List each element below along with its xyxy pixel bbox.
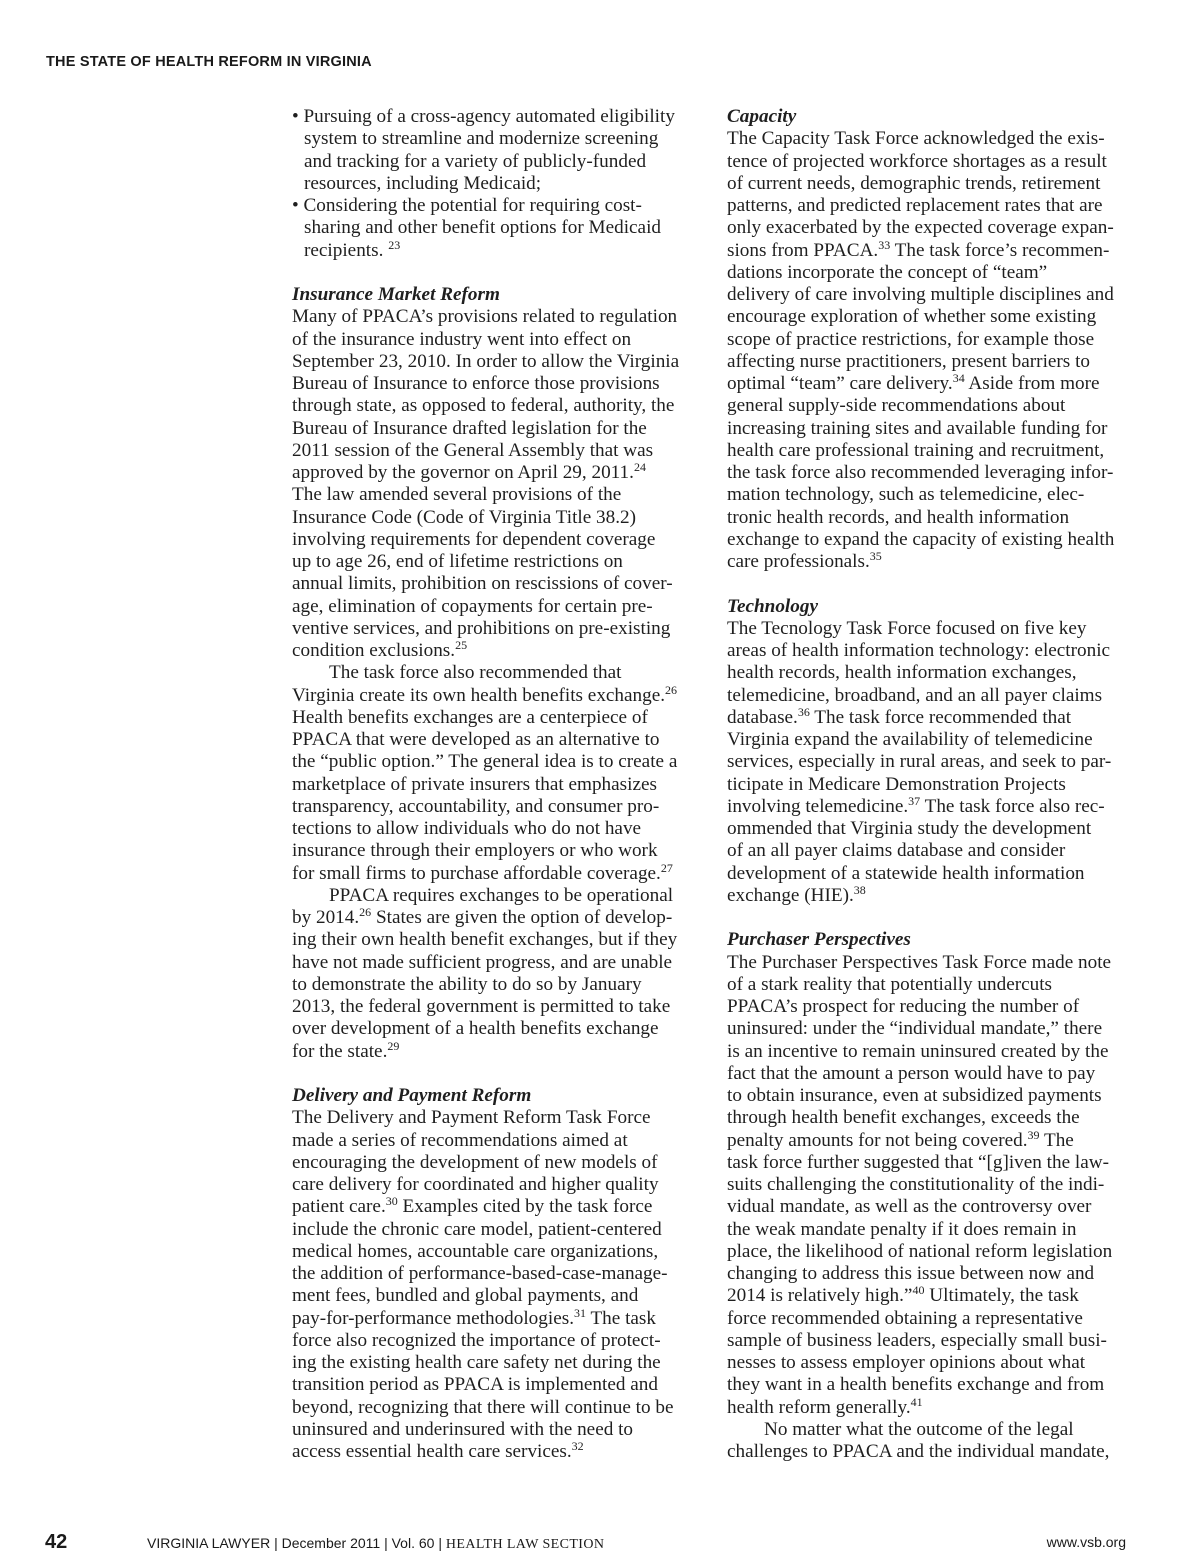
text-line: [292, 1174, 690, 1196]
line-text: system to streamline and modernize screening: [304, 128, 659, 150]
page-number: 42: [45, 1531, 68, 1553]
line-text: PPACA’s prospect for reducing the number of: [727, 996, 1080, 1017]
line-text: changing to address this issue between now and: [727, 1263, 1095, 1284]
section-name: HEALTH LAW SECTION: [445, 1537, 605, 1552]
text-line: [292, 173, 690, 195]
text-line: [292, 106, 690, 128]
line-text: over development of a health benefits exchange: [292, 1018, 659, 1040]
footnote-ref: 26: [359, 905, 372, 919]
magazine-name: VIRGINIA LAWYER: [147, 1535, 271, 1551]
line-text: Technology: [727, 595, 818, 617]
text-line: [292, 462, 690, 484]
footnote-ref: 35: [869, 549, 882, 563]
text-line: [292, 373, 690, 395]
line-text: suits challenging the constitutionality of the indi-: [727, 1174, 1105, 1195]
line-text: The task force also rec-: [920, 795, 1105, 817]
line-text: the task force also recommended leveraging infor-: [727, 462, 1114, 483]
text-line: [727, 974, 1127, 996]
text-line: [292, 860, 690, 885]
line-text: challenges to PPACA and the individual mandate,: [727, 1441, 1110, 1462]
text-line: [727, 662, 1127, 684]
text-line: [727, 1196, 1127, 1218]
line-text: Virginia create its own health benefits exchange.: [292, 684, 666, 706]
text-line: [727, 1041, 1127, 1063]
line-text: ventive services, and prohibitions on pre-existing: [292, 617, 671, 639]
line-text: The: [1039, 1129, 1074, 1151]
footnote-ref: 25: [455, 638, 468, 652]
line-text: Many of PPACA’s provisions related to regulation: [292, 306, 678, 328]
text-line: [292, 707, 690, 729]
text-line: [727, 440, 1127, 462]
line-text: health reform generally.: [727, 1396, 911, 1418]
line-text: The Capacity Task Force acknowledged the exis-: [727, 128, 1105, 150]
text-line: [727, 1419, 1127, 1441]
line-text: Insurance Market Reform: [292, 284, 500, 305]
text-line: [292, 329, 690, 351]
line-text: ommended that Virginia study the development: [727, 818, 1092, 839]
line-text: Examples cited by the task force: [397, 1196, 653, 1218]
text-line: [292, 1374, 690, 1396]
line-text: have not made sufficient progress, and are unable: [292, 951, 673, 973]
line-text: fact that the amount a person would have to pay: [727, 1062, 1096, 1084]
text-line: [292, 682, 690, 707]
text-line: [292, 1241, 690, 1263]
text-line: [292, 418, 690, 440]
paragraph-gap: [292, 262, 690, 284]
text-line: [292, 529, 690, 551]
line-text: 2013, the federal government is permitted to take: [292, 996, 671, 1017]
line-text: Insurance Code (Code of Virginia Title 38.2): [292, 506, 637, 528]
text-line: [292, 151, 690, 173]
section-heading: [727, 596, 1127, 618]
text-line: [727, 751, 1127, 773]
line-text: Purchaser Perspectives: [727, 929, 911, 951]
text-line: [727, 1394, 1127, 1419]
text-line: [292, 195, 690, 217]
text-line: [727, 484, 1127, 506]
text-line: [727, 237, 1127, 262]
line-text: transparency, accountability, and consumer pro-: [292, 795, 660, 817]
line-text: ing their own health benefit exchanges, but if they: [292, 929, 678, 951]
footnote-ref: 31: [574, 1305, 586, 1320]
line-text: uninsured and underinsured with the need to: [292, 1418, 634, 1440]
footer-separator: |: [274, 1535, 278, 1551]
line-text: Health benefits exchanges are a centerpiece of: [292, 706, 648, 728]
text-line: [727, 1085, 1127, 1107]
line-text: uninsured: under the “individual mandate,” there: [727, 1018, 1103, 1040]
line-text: • Considering the potential for requiring cost-: [292, 195, 642, 216]
paragraph-gap: [727, 907, 1127, 929]
line-text: approved by the governor on April 29, 2011.: [292, 462, 634, 483]
line-text: of the insurance industry went into effect on: [292, 328, 632, 350]
line-text: sions from PPACA.: [727, 239, 879, 261]
text-line: [727, 704, 1127, 729]
text-line: [292, 237, 690, 262]
line-text: health care professional training and recruitment,: [727, 439, 1105, 461]
line-text: The task force also recommended that: [329, 662, 622, 684]
line-text: tections to allow individuals who do not have: [292, 818, 642, 839]
volume: Vol. 60: [391, 1535, 435, 1551]
text-line: [292, 1305, 690, 1330]
footnote-ref: 41: [910, 1394, 923, 1409]
line-text: involving telemedicine.: [727, 795, 909, 817]
footnote-ref: 27: [660, 860, 673, 875]
text-line: [292, 885, 690, 907]
line-text: age, elimination of copayments for certain pre-: [292, 595, 653, 617]
line-text: include the chronic care model, patient-centered: [292, 1218, 662, 1240]
section-heading: [727, 106, 1127, 128]
line-text: the addition of performance-based-case-manage-: [292, 1263, 668, 1284]
line-text: and tracking for a variety of publicly-funded: [304, 150, 647, 172]
line-text: Aside from more: [964, 373, 1100, 394]
line-text: Ultimately, the task: [924, 1285, 1079, 1307]
text-line: [292, 662, 690, 684]
footnote-ref: 23: [388, 237, 401, 252]
line-text: The task force recommended that: [809, 706, 1072, 728]
text-line: [727, 1308, 1127, 1330]
left-column: [292, 106, 690, 1463]
line-text: beyond, recognizing that there will continue to be: [292, 1396, 674, 1418]
text-line: [292, 128, 690, 150]
text-line: [292, 573, 690, 595]
line-text: through health benefit exchanges, exceeds the: [727, 1107, 1080, 1129]
line-text: of a stark reality that potentially undercuts: [727, 973, 1053, 995]
text-line: [727, 882, 1127, 907]
line-text: for small firms to purchase affordable coverage.: [292, 862, 661, 884]
section-heading: [727, 929, 1127, 951]
line-text: insurance through their employers or who work: [292, 840, 658, 862]
right-column: [727, 106, 1127, 1463]
line-text: PPACA that were developed as an alternative to: [292, 729, 660, 750]
footer-publication: [147, 1535, 604, 1553]
running-head: THE STATE OF HEALTH REFORM IN VIRGINIA: [46, 54, 372, 70]
line-text: No matter what the outcome of the legal: [764, 1418, 1074, 1440]
text-line: [292, 440, 690, 462]
line-text: The law amended several provisions of the: [292, 484, 622, 506]
text-line: [292, 1441, 690, 1463]
text-line: [292, 818, 690, 840]
text-line: [292, 840, 690, 862]
text-line: [727, 640, 1127, 662]
line-text: affecting nurse practitioners, present barriers to: [727, 350, 1090, 372]
line-text: States are given the option of develop-: [371, 907, 673, 928]
text-line: [292, 1038, 690, 1063]
text-line: [727, 329, 1127, 351]
line-text: 2014 is relatively high.”: [727, 1285, 913, 1307]
text-line: [727, 351, 1127, 373]
text-line: [292, 395, 690, 417]
line-text: only exacerbated by the expected coverage expan-: [727, 217, 1114, 239]
line-text: of current needs, demographic trends, retirement: [727, 172, 1101, 194]
line-text: September 23, 2010. In order to allow the Virginia: [292, 350, 680, 372]
text-line: [292, 929, 690, 951]
footnote-ref: 30: [385, 1194, 398, 1209]
line-text: condition exclusions.: [292, 640, 456, 661]
line-text: services, especially in rural areas, and seek to par-: [727, 751, 1112, 773]
text-line: [727, 1219, 1127, 1241]
line-text: areas of health information technology: electronic: [727, 640, 1111, 661]
text-line: [727, 1285, 1127, 1307]
line-text: 2011 session of the General Assembly that was: [292, 439, 654, 461]
text-line: [727, 685, 1127, 707]
text-line: [292, 1107, 690, 1129]
line-text: place, the likelihood of national reform legislation: [727, 1240, 1113, 1262]
line-text: PPACA requires exchanges to be operational: [329, 884, 674, 906]
line-text: for the state.: [292, 1040, 388, 1062]
line-text: by 2014.: [292, 907, 360, 928]
line-text: ing the existing health care safety net during the: [292, 1352, 661, 1373]
line-text: care professionals.: [727, 551, 870, 572]
line-text: of an all payer claims database and consider: [727, 840, 1066, 862]
line-text: nesses to assess employer opinions about what: [727, 1352, 1086, 1373]
line-text: tronic health records, and health information: [727, 506, 1070, 528]
line-text: recipients.: [304, 239, 389, 261]
line-text: • Pursuing of a cross-agency automated eligibility: [292, 106, 675, 127]
line-text: exchange (HIE).: [727, 884, 854, 906]
line-text: sample of business leaders, especially small busi-: [727, 1329, 1107, 1351]
line-text: The Delivery and Payment Reform Task Force: [292, 1107, 651, 1129]
line-text: sharing and other benefit options for Medicaid: [304, 217, 662, 239]
line-text: delivery of care involving multiple disciplines and: [727, 284, 1114, 305]
text-line: [292, 1397, 690, 1419]
text-line: [292, 907, 690, 929]
text-line: [292, 1285, 690, 1307]
line-text: exchange to expand the capacity of existing health: [727, 528, 1115, 550]
text-line: [727, 1152, 1127, 1174]
line-text: scope of practice restrictions, for example those: [727, 328, 1095, 350]
text-line: [727, 818, 1127, 840]
text-line: [727, 128, 1127, 150]
footnote-ref: 24: [633, 460, 646, 474]
footnote-ref: 40: [912, 1283, 925, 1298]
paragraph-gap: [727, 573, 1127, 595]
text-line: [727, 952, 1127, 974]
line-text: encourage exploration of whether some existing: [727, 306, 1097, 328]
line-text: vidual mandate, as well as the controversy over: [727, 1196, 1092, 1218]
footer-separator: |: [384, 1535, 388, 1551]
line-text: general supply-side recommendations about: [727, 395, 1066, 417]
line-text: to demonstrate the ability to do so by January: [292, 973, 642, 995]
footnote-ref: 33: [878, 237, 891, 252]
line-text: Delivery and Payment Reform: [292, 1085, 532, 1106]
text-line: [292, 351, 690, 373]
text-line: [727, 217, 1127, 239]
line-text: database.: [727, 706, 798, 728]
text-line: [292, 1152, 690, 1174]
footnote-ref: 26: [665, 682, 678, 697]
text-line: [727, 173, 1127, 195]
issue-date: December 2011: [281, 1535, 381, 1551]
line-text: made a series of recommendations aimed at: [292, 1129, 628, 1151]
footnote-ref: 34: [952, 371, 965, 385]
text-line: [292, 217, 690, 239]
footnote-ref: 36: [797, 704, 810, 719]
line-text: mation technology, such as telemedicine, elec-: [727, 484, 1085, 506]
line-text: access essential health care services.: [292, 1441, 572, 1462]
line-text: The Tecnology Task Force focused on five key: [727, 617, 1087, 639]
text-line: [727, 507, 1127, 529]
text-line: [727, 1107, 1127, 1129]
text-line: [727, 1018, 1127, 1040]
line-text: optimal “team” care delivery.: [727, 373, 953, 394]
website: www.vsb.org: [1046, 1534, 1126, 1550]
section-heading: [292, 284, 690, 306]
footnote-ref: 37: [908, 793, 921, 808]
text-line: [292, 774, 690, 796]
text-line: [727, 863, 1127, 885]
text-line: [727, 551, 1127, 573]
line-text: ment fees, bundled and global payments, and: [292, 1285, 639, 1307]
text-line: [292, 1018, 690, 1040]
text-line: [727, 262, 1127, 284]
line-text: dations incorporate the concept of “team”: [727, 261, 1048, 283]
line-text: involving requirements for dependent coverage: [292, 528, 656, 550]
line-text: to obtain insurance, even at subsidized payments: [727, 1085, 1102, 1106]
line-text: task force further suggested that “[g]iven the law-: [727, 1151, 1109, 1173]
text-line: [727, 373, 1127, 395]
line-text: medical homes, accountable care organizations,: [292, 1240, 659, 1262]
text-line: [292, 996, 690, 1018]
text-line: [727, 1330, 1127, 1352]
line-text: they want in a health benefits exchange and from: [727, 1374, 1105, 1396]
line-text: telemedicine, broadband, and an all payer claims: [727, 684, 1103, 706]
line-text: The task force’s recommen-: [890, 239, 1110, 261]
text-line: [292, 1130, 690, 1152]
text-line: [292, 306, 690, 328]
line-text: ticipate in Medicare Demonstration Projects: [727, 773, 1066, 795]
text-line: [727, 1352, 1127, 1374]
line-text: up to age 26, end of lifetime restrictions on: [292, 551, 623, 572]
text-line: [292, 1330, 690, 1352]
text-line: [292, 1196, 690, 1218]
line-text: tence of projected workforce shortages as a result: [727, 150, 1107, 172]
text-line: [727, 1441, 1127, 1463]
text-line: [292, 618, 690, 640]
text-line: [727, 395, 1127, 417]
text-line: [292, 507, 690, 529]
section-heading: [292, 1085, 690, 1107]
text-line: [727, 151, 1127, 173]
text-line: [292, 729, 690, 751]
line-text: Bureau of Insurance to enforce those provisions: [292, 373, 660, 394]
line-text: is an incentive to remain uninsured created by the: [727, 1040, 1109, 1062]
line-text: the “public option.” The general idea is to create a: [292, 751, 678, 773]
line-text: Capacity: [727, 106, 797, 127]
line-text: care delivery for coordinated and higher quality: [292, 1174, 659, 1195]
text-line: [727, 306, 1127, 328]
text-line: [727, 1263, 1127, 1285]
text-line: [292, 1219, 690, 1241]
line-text: resources, including Medicaid;: [304, 172, 542, 194]
text-line: [292, 974, 690, 996]
text-line: [292, 1263, 690, 1285]
text-line: [727, 996, 1127, 1018]
footnote-ref: 38: [853, 882, 866, 897]
text-line: [727, 840, 1127, 862]
text-line: [292, 1419, 690, 1441]
line-text: penalty amounts for not being covered.: [727, 1129, 1028, 1151]
text-line: [727, 1063, 1127, 1085]
line-text: encouraging the development of new models of: [292, 1151, 658, 1173]
line-text: health records, health information exchanges,: [727, 662, 1077, 684]
text-line: [727, 195, 1127, 217]
text-line: [727, 618, 1127, 640]
text-line: [727, 418, 1127, 440]
text-line: [727, 462, 1127, 484]
text-line: [292, 640, 690, 662]
line-text: development of a statewide health information: [727, 862, 1085, 884]
paragraph-gap: [292, 1063, 690, 1085]
text-line: [727, 1241, 1127, 1263]
footer-separator: |: [438, 1535, 442, 1551]
text-line: [727, 729, 1127, 751]
footnote-ref: 39: [1027, 1127, 1040, 1142]
text-line: [727, 793, 1127, 818]
line-text: Bureau of Insurance drafted legislation for the: [292, 417, 647, 439]
line-text: force recommended obtaining a representative: [727, 1307, 1083, 1329]
text-line: [292, 596, 690, 618]
text-line: [292, 952, 690, 974]
text-line: [727, 284, 1127, 306]
line-text: through state, as opposed to federal, authority, the: [292, 395, 675, 417]
text-line: [292, 1352, 690, 1374]
text-line: [727, 1374, 1127, 1396]
footnote-ref: 32: [571, 1439, 584, 1453]
line-text: patient care.: [292, 1196, 386, 1218]
line-text: transition period as PPACA is implemented and: [292, 1374, 658, 1396]
text-line: [727, 1127, 1127, 1152]
footnote-ref: 29: [387, 1038, 400, 1053]
line-text: force also recognized the importance of protect-: [292, 1329, 661, 1351]
text-line: [292, 484, 690, 506]
text-line: [292, 551, 690, 573]
line-text: pay-for-performance methodologies.: [292, 1307, 574, 1329]
line-text: Virginia expand the availability of telemedicine: [727, 729, 1093, 750]
text-line: [292, 751, 690, 773]
line-text: The task: [586, 1307, 656, 1329]
line-text: The Purchaser Perspectives Task Force made note: [727, 951, 1112, 973]
line-text: the weak mandate penalty if it does remain in: [727, 1218, 1077, 1240]
line-text: annual limits, prohibition on rescissions of cover-: [292, 573, 673, 595]
text-line: [727, 774, 1127, 796]
line-text: increasing training sites and available funding for: [727, 417, 1108, 439]
text-line: [727, 1174, 1127, 1196]
line-text: patterns, and predicted replacement rates that are: [727, 195, 1103, 216]
line-text: marketplace of private insurers that emphasizes: [292, 773, 657, 795]
text-line: [727, 529, 1127, 551]
text-line: [292, 796, 690, 818]
